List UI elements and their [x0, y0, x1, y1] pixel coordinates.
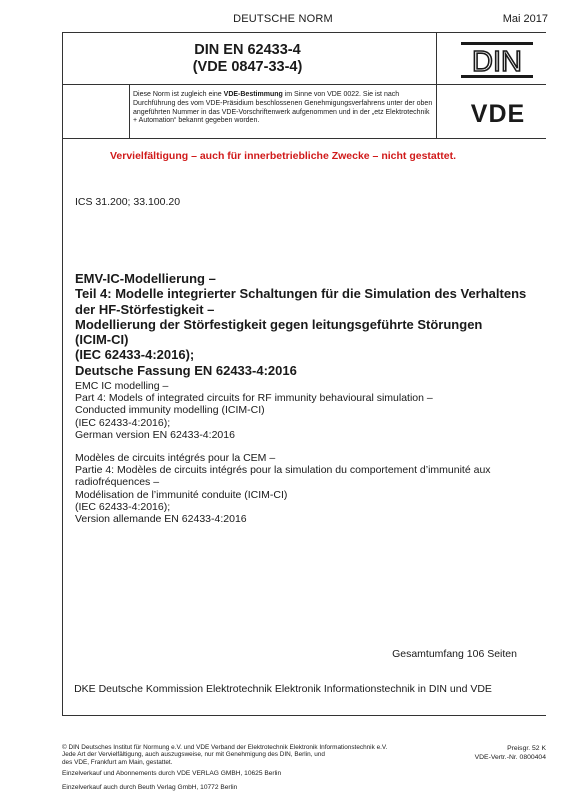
english-title-line: (IEC 62433-4:2016);: [75, 416, 171, 429]
issue-date: Mai 2017: [502, 13, 548, 25]
divider: [129, 84, 130, 139]
divider: [436, 32, 437, 139]
german-title-line: Teil 4: Modelle integrierter Schaltungen für die Simulation des Verhaltens: [75, 286, 527, 302]
english-title-line: Part 4: Models of integrated circuits for RF immunity behavioural simulation –: [75, 392, 433, 405]
divider: [62, 84, 546, 85]
sales-vde: Einzelverkauf und Abonnements durch VDE VERLAG GMBH, 10625 Berlin: [62, 770, 282, 777]
dke-committee: DKE Deutsche Kommission Elektrotechnik Elektronik Informationstechnik in DIN und VDE: [74, 683, 492, 695]
vde-logo-text: VDE: [470, 100, 526, 127]
german-title: [75, 271, 545, 378]
price-info: [475, 744, 546, 762]
german-title-line: (IEC 62433-4:2016);: [75, 347, 195, 363]
french-title-line: (IEC 62433-4:2016);: [75, 500, 171, 513]
english-title: [75, 380, 545, 441]
french-title-line: Modélisation de l’immunité conduite (ICIM-CI): [75, 488, 288, 501]
ics-codes: ICS 31.200; 33.100.20: [75, 196, 181, 208]
french-title-line: radiofréquences –: [75, 476, 160, 489]
vde-notice: [133, 91, 433, 126]
divider: [62, 138, 546, 139]
document-number-block: [62, 42, 433, 76]
norm-type: DEUTSCHE NORM: [233, 13, 333, 25]
vde-logo: [451, 99, 546, 127]
divider: [62, 32, 63, 716]
reproduction-warning: Vervielfältigung – auch für innerbetriebliche Zwecke – nicht gestattet.: [109, 150, 456, 162]
notice-rest: im Sinne von VDE 0022. Sie ist nach Durchführung des vom VDE-Präsidium beschlossenen Genehmigungsverfahrens unter der oben angeführten Nummer in das VDE-Vorschriftenwerk aufgenommen und in der „etz Elektrotechnik + Automation“ bekannt gegeben worden.: [133, 91, 433, 125]
german-title-line: der HF-Störfestigkeit –: [75, 301, 215, 317]
document-number: DIN EN 62433-4: [194, 42, 301, 58]
din-logo: [447, 41, 547, 79]
din-logo-text: DIN: [472, 46, 522, 78]
english-title-line: German version EN 62433-4:2016: [75, 428, 235, 441]
sales-beuth: Einzelverkauf auch durch Beuth Verlag GmbH, 10772 Berlin: [62, 784, 238, 791]
total-pages: Gesamtumfang 106 Seiten: [392, 648, 517, 660]
price-group: Preisgr. 52 K: [507, 745, 546, 752]
order-number: VDE-Vertr.-Nr. 0800404: [474, 754, 546, 761]
french-title-line: Partie 4: Modèles de circuits intégrés pour la simulation du comportement d’immunité aux: [75, 464, 491, 477]
notice-bold: VDE-Bestimmung: [223, 91, 283, 98]
english-title-line: Conducted immunity modelling (ICIM-CI): [75, 404, 265, 417]
divider: [62, 32, 546, 33]
french-title: [75, 452, 545, 525]
vde-number: (VDE 0847-33-4): [192, 59, 303, 75]
copyright-line: © DIN Deutsches Institut für Normung e.V. und VDE Verband der Elektrotechnik Elektronik Informationstechnik e.V.: [62, 744, 388, 751]
divider: [62, 715, 546, 716]
german-title-line: EMV-IC-Modellierung –: [75, 271, 216, 286]
german-title-line: (ICIM-CI): [75, 332, 129, 348]
german-title-line: Modellierung der Störfestigkeit gegen leitungsgeführte Störungen: [75, 316, 483, 332]
french-title-line: Modèles de circuits intégrés pour la CEM –: [75, 452, 276, 464]
english-title-line: EMC IC modelling –: [75, 380, 169, 392]
german-title-line: Deutsche Fassung EN 62433-4:2016: [75, 362, 297, 378]
copyright-line: Jede Art der Vervielfältigung, auch auszugsweise, nur mit Genehmigung des DIN, Berlin, und: [62, 751, 325, 759]
copyright-notice: [62, 744, 442, 766]
copyright-line: des VDE, Frankfurt am Main, gestattet.: [62, 758, 173, 766]
notice-prefix: Diese Norm ist zugleich eine: [133, 91, 224, 98]
french-title-line: Version allemande EN 62433-4:2016: [75, 513, 247, 526]
